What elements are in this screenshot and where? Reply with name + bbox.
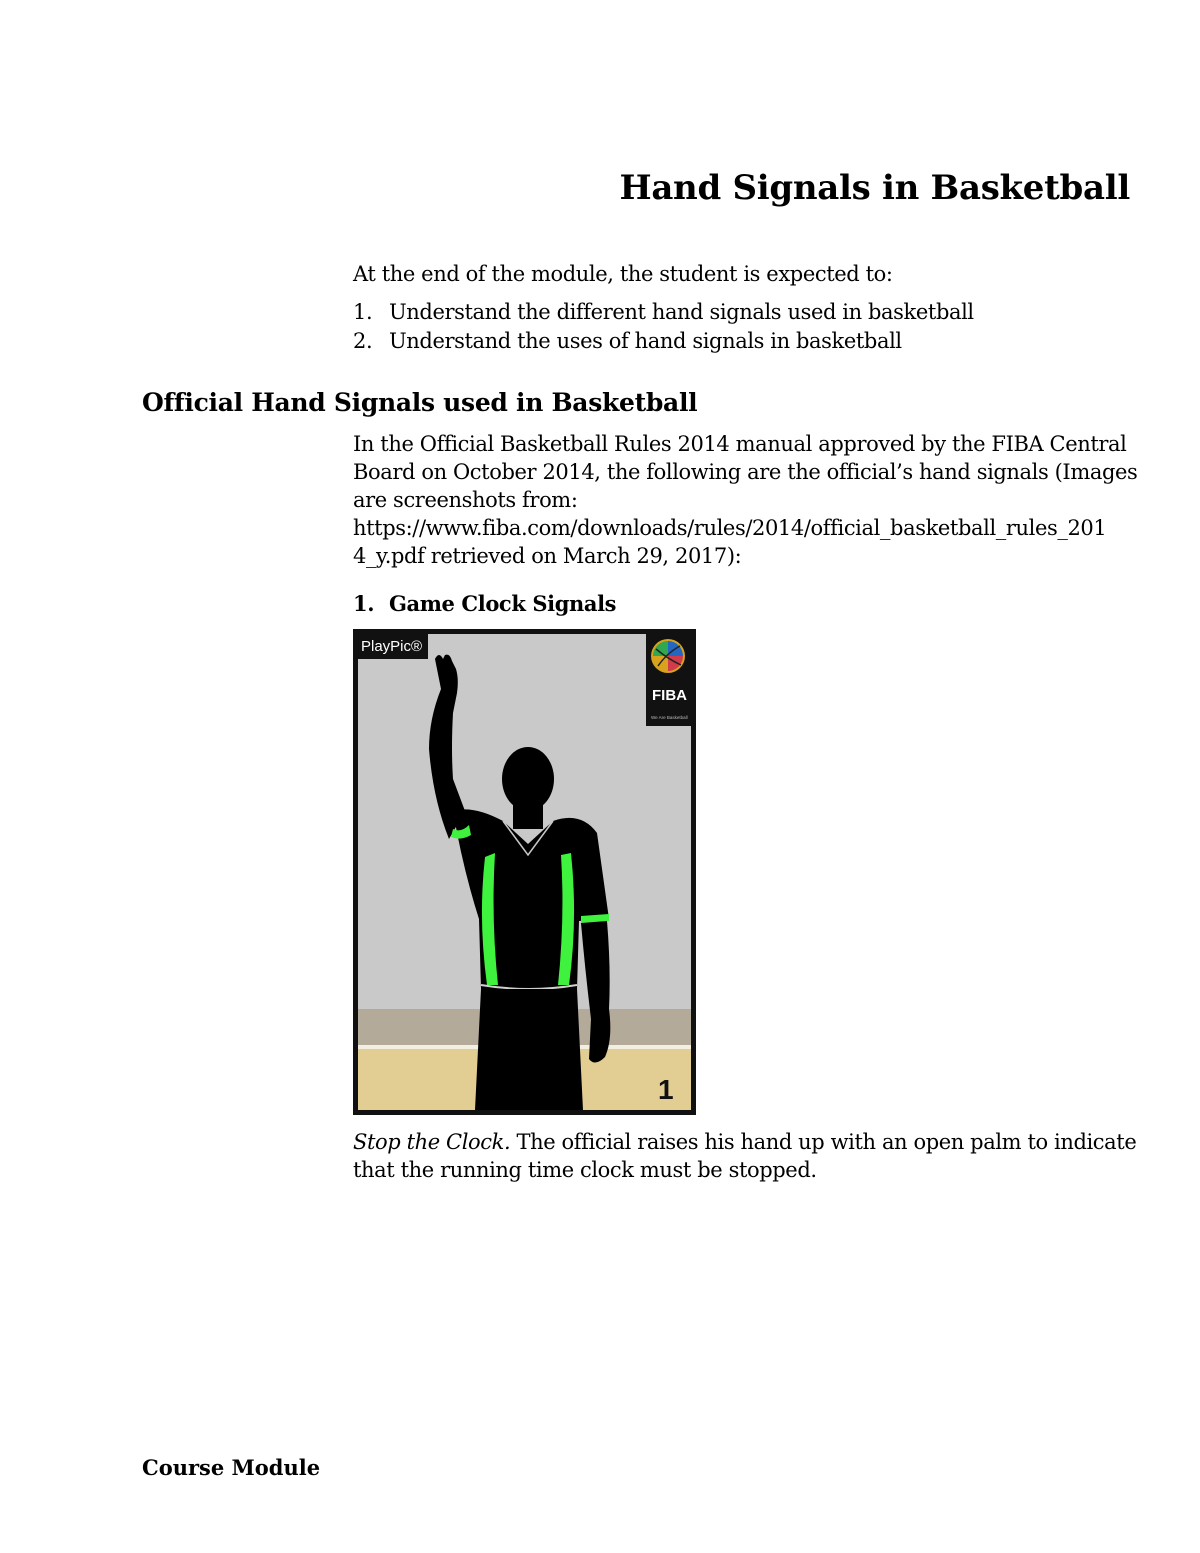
stop-clock-signal-image [353, 629, 696, 1115]
list-item-text: Understand the different hand signals used in basketball [389, 300, 974, 324]
list-item [353, 327, 974, 356]
subsection-heading [353, 590, 616, 618]
objectives-intro: At the end of the module, the student is expected to: [353, 262, 893, 286]
page-footer: Course Module [142, 1455, 321, 1480]
paragraph-line: https://www.fiba.com/downloads/rules/2014/official_basketball_rules_201 [353, 516, 1107, 540]
referee-illustration [353, 629, 696, 1115]
fiba-logo-subtext: We Are Basketball [651, 715, 688, 720]
section-paragraph [353, 430, 1138, 570]
figure-caption [353, 1128, 1153, 1184]
fiba-logo-text: FIBA [652, 687, 687, 704]
subsection-title: Game Clock Signals [389, 591, 617, 616]
list-number: 1. [353, 300, 373, 324]
caption-line: that the running time clock must be stopped. [353, 1158, 817, 1182]
subsection-number: 1. [353, 591, 375, 616]
list-number: 2. [353, 329, 373, 353]
paragraph-line: 4_y.pdf retrieved on March 29, 2017): [353, 544, 742, 568]
caption-term: Stop the Clock. [353, 1130, 511, 1154]
paragraph-line: are screenshots from: [353, 488, 578, 512]
caption-line [353, 1128, 1153, 1156]
list-item [353, 298, 974, 327]
page-title: Hand Signals in Basketball [619, 168, 1130, 208]
paragraph-line: Board on October 2014, the following are the official’s hand signals (Images [353, 460, 1138, 484]
section-heading: Official Hand Signals used in Basketball [142, 388, 698, 417]
list-item-text: Understand the uses of hand signals in basketball [389, 329, 902, 353]
playpic-label: PlayPic® [361, 638, 423, 655]
caption-text: The official raises his hand up with an open palm to indicate [510, 1130, 1137, 1154]
paragraph-line: In the Official Basketball Rules 2014 manual approved by the FIBA Central [353, 432, 1127, 456]
objectives-list [353, 298, 974, 356]
signal-number: 1 [658, 1074, 674, 1105]
